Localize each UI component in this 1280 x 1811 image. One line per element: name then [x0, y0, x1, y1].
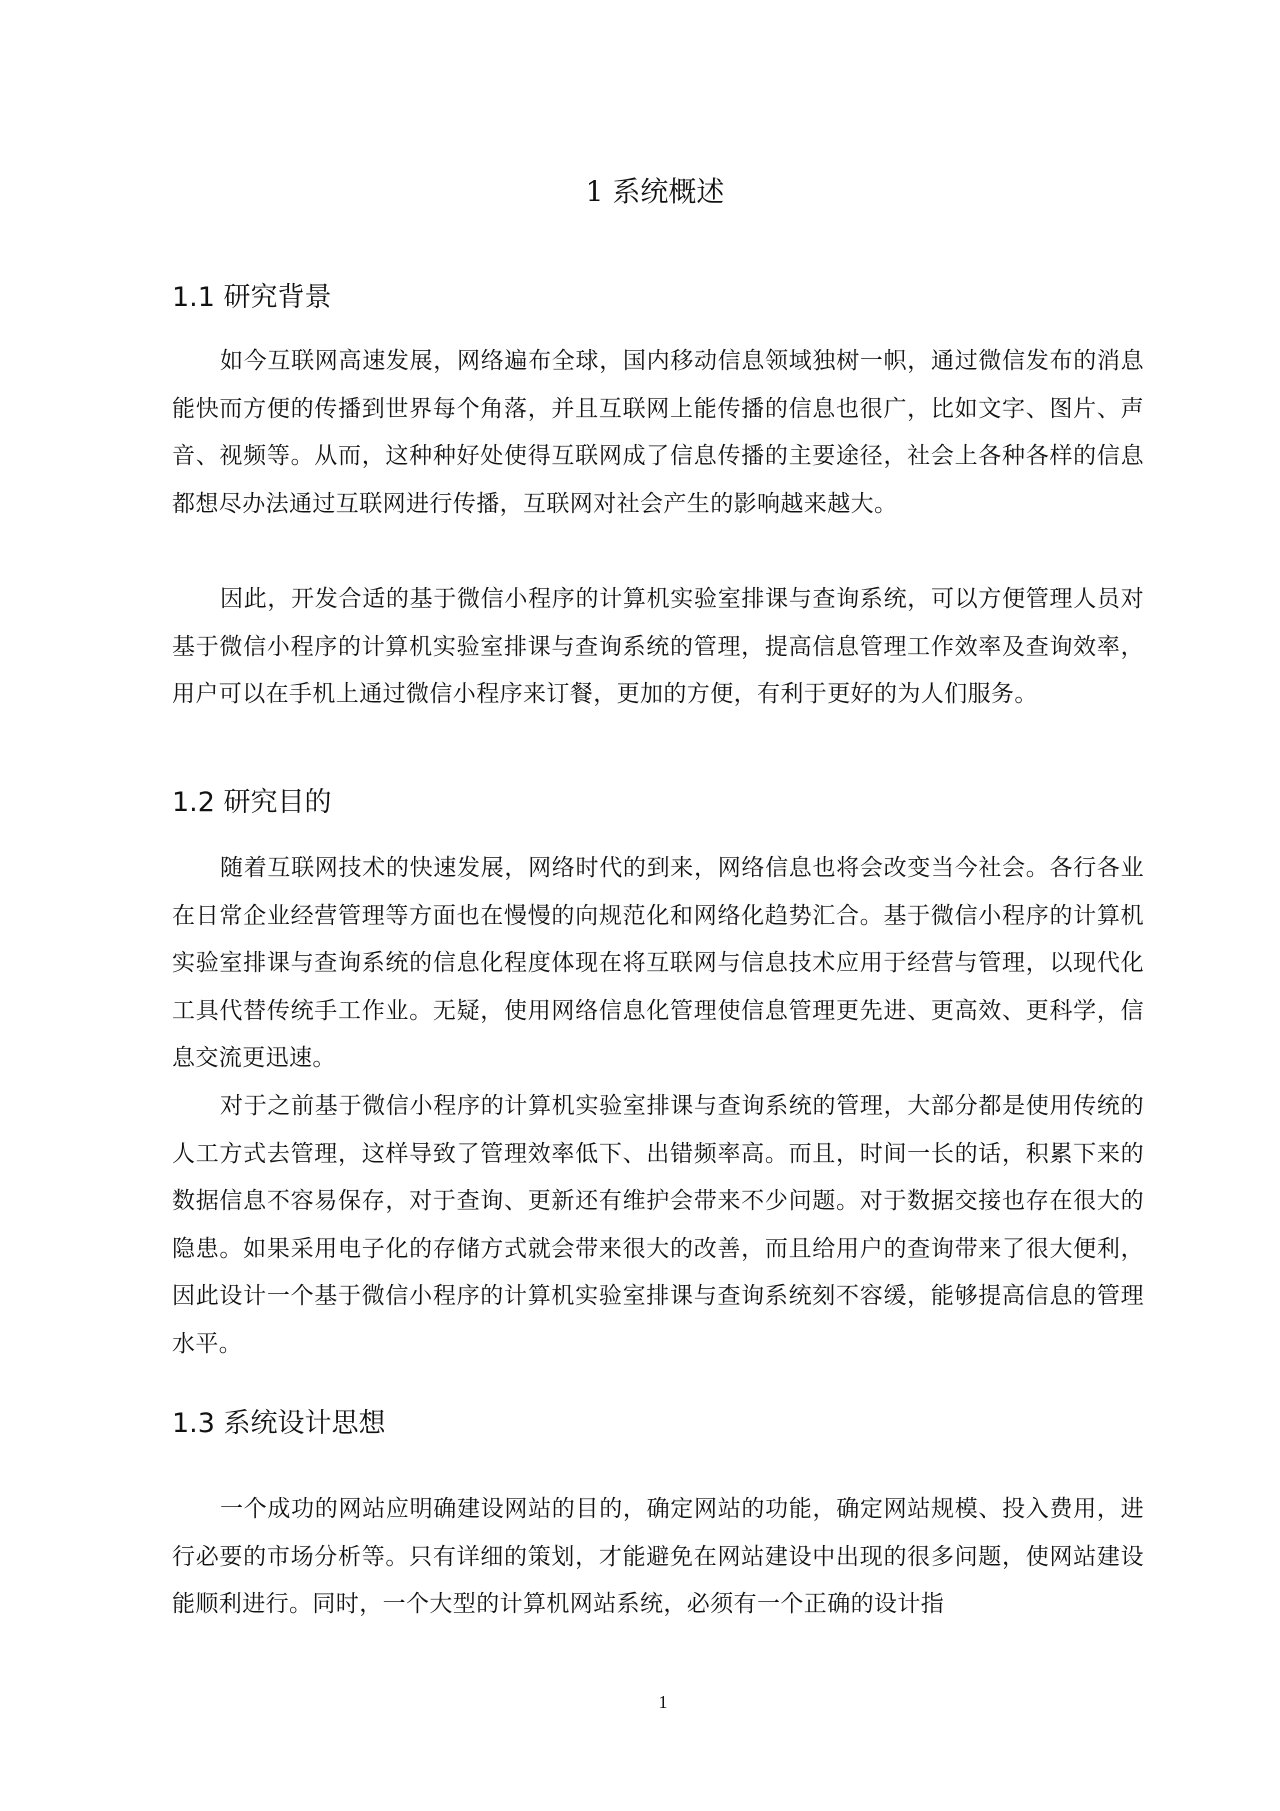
paragraph-background-2: 因此，开发合适的基于微信小程序的计算机实验室排课与查询系统，可以方便管理人员对基于微信小程序的计算机实验室排课与查询系统的管理，提高信息管理工作效率及查询效率，用户可以在手机上通过微信小程序来订餐，更加的方便，有利于更好的为人们服务。: [172, 586, 1144, 707]
section-heading-1-2: 1.2 研究目的: [172, 787, 332, 818]
paragraph-purpose-2: 对于之前基于微信小程序的计算机实验室排课与查询系统的管理，大部分都是使用传统的人工方式去管理，这样导致了管理效率低下、出错频率高。而且，时间一长的话，积累下来的数据信息不容易保存，对于查询、更新还有维护会带来不少问题。对于数据交接也存在很大的隐患。如果采用电子化的存储方式就会带来很大的改善，而且给用户的查询带来了很大便利，因此设计一个基于微信小程序的计算机实验室排课与查询系统刻不容缓，能够提高信息的管理水平。: [172, 1093, 1144, 1357]
section-heading-1-3: 1.3 系统设计思想: [172, 1408, 386, 1439]
paragraph-design-1: 一个成功的网站应明确建设网站的目的，确定网站的功能，确定网站规模、投入费用，进行必要的市场分析等。只有详细的策划，才能避免在网站建设中出现的很多问题，使网站建设能顺利进行。同时，一个大型的计算机网站系统，必须有一个正确的设计指: [172, 1496, 1144, 1617]
page-number: 1: [658, 1692, 668, 1712]
section-heading-1-1: 1.1 研究背景: [172, 282, 332, 313]
chapter-title: 1 系统概述: [585, 175, 725, 208]
paragraph-purpose-1: 随着互联网技术的快速发展，网络时代的到来，网络信息也将会改变当今社会。各行各业在日常企业经营管理等方面也在慢慢的向规范化和网络化趋势汇合。基于微信小程序的计算机实验室排课与查询系统的信息化程度体现在将互联网与信息技术应用于经营与管理，以现代化工具代替传统手工作业。无疑，使用网络信息化管理使信息管理更先进、更高效、更科学，信息交流更迅速。: [172, 855, 1144, 1071]
paragraph-background-1: 如今互联网高速发展，网络遍布全球，国内移动信息领域独树一帜，通过微信发布的消息能快而方便的传播到世界每个角落，并且互联网上能传播的信息也很广，比如文字、图片、声音、视频等。从而，这种种好处使得互联网成了信息传播的主要途径，社会上各种各样的信息都想尽办法通过互联网进行传播，互联网对社会产生的影响越来越大。: [172, 348, 1144, 517]
